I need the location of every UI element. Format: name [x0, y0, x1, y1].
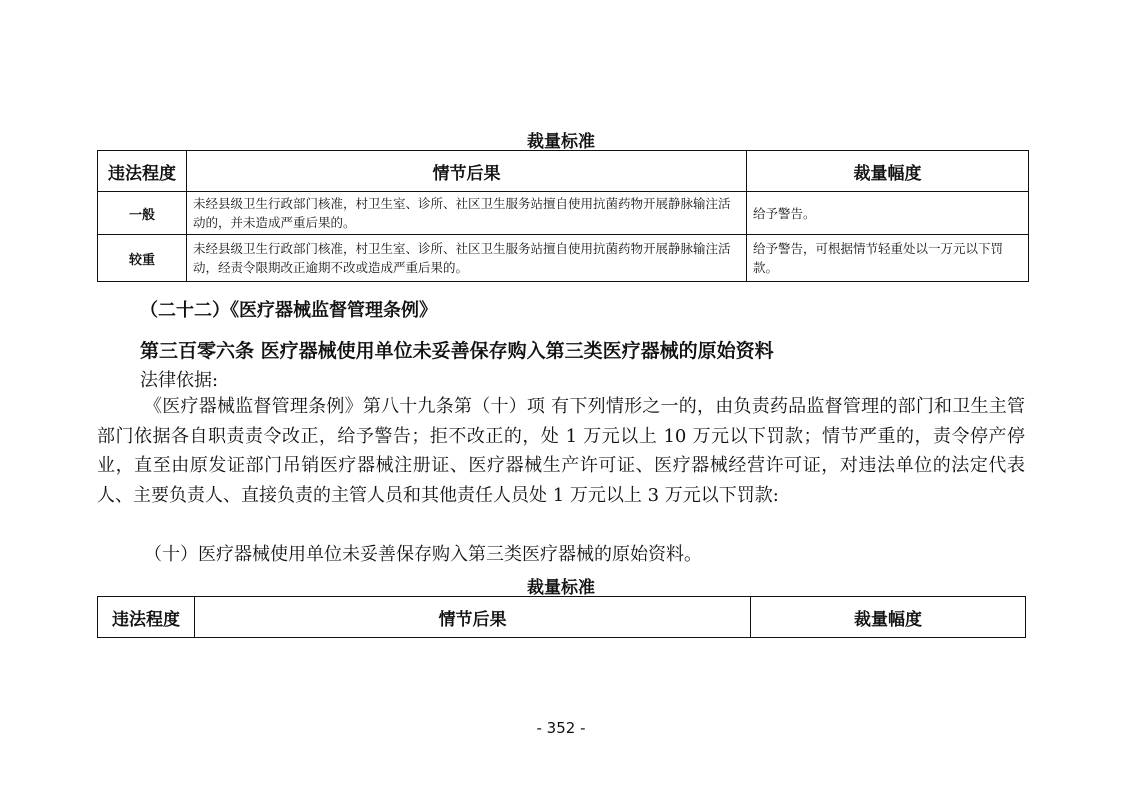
table-row: [98, 192, 1029, 235]
section-heading: （二十二）《医疗器械监督管理条例》: [140, 300, 437, 321]
table1-caption: 裁量标准: [527, 132, 595, 152]
header-penalty-range: 裁量幅度: [751, 597, 1026, 638]
article-heading: 第三百零六条 医疗器械使用单位未妥善保存购入第三类医疗器械的原始资料: [140, 340, 774, 362]
legal-basis-label: 法律依据:: [140, 370, 219, 391]
header-violation-degree: 违法程度: [98, 597, 195, 638]
table2-caption: 裁量标准: [527, 578, 595, 598]
table-header-row: [98, 597, 1026, 638]
header-circumstance: 情节后果: [195, 597, 751, 638]
row-circumstance: 未经县级卫生行政部门核准，村卫生室、诊所、社区卫生服务站擅自使用抗菌药物开展静脉输注活动，经责令限期改正逾期不改或造成严重后果的。: [187, 235, 747, 282]
row-penalty: 给予警告，可根据情节轻重处以一万元以下罚款。: [747, 235, 1029, 282]
table-header-row: [98, 151, 1029, 192]
header-penalty-range: 裁量幅度: [747, 151, 1029, 192]
row-level: 较重: [98, 235, 187, 282]
table-row: [98, 235, 1029, 282]
header-circumstance: 情节后果: [187, 151, 747, 192]
row-penalty: 给予警告。: [747, 192, 1029, 235]
page-number: - 352 -: [536, 719, 586, 737]
discretion-table-1: [97, 150, 1029, 282]
legal-basis-text: 《医疗器械监督管理条例》第八十九条第（十）项 有下列情形之一的，由负责药品监督管理的部门和卫生主管部门依据各自职责责令改正，给予警告；拒不改正的，处 1 万元以上 10 万元以下罚款；情节严重的，责令停产停业，直至由原发证部门吊销医疗器械注册证、医疗器械生产许可证、医疗器械经营许可证，对违法单位的法定代表人、主要负责人、直接负责的主管人员和其他责任人员处 1 万元以上 3 万元以下罚款:: [97, 396, 1025, 506]
item-ten: （十）医疗器械使用单位未妥善保存购入第三类医疗器械的原始资料。: [144, 544, 702, 565]
discretion-table-2: [97, 596, 1026, 638]
row-circumstance: 未经县级卫生行政部门核准，村卫生室、诊所、社区卫生服务站擅自使用抗菌药物开展静脉输注活动的，并未造成严重后果的。: [187, 192, 747, 235]
row-level: 一般: [98, 192, 187, 235]
header-violation-degree: 违法程度: [98, 151, 187, 192]
